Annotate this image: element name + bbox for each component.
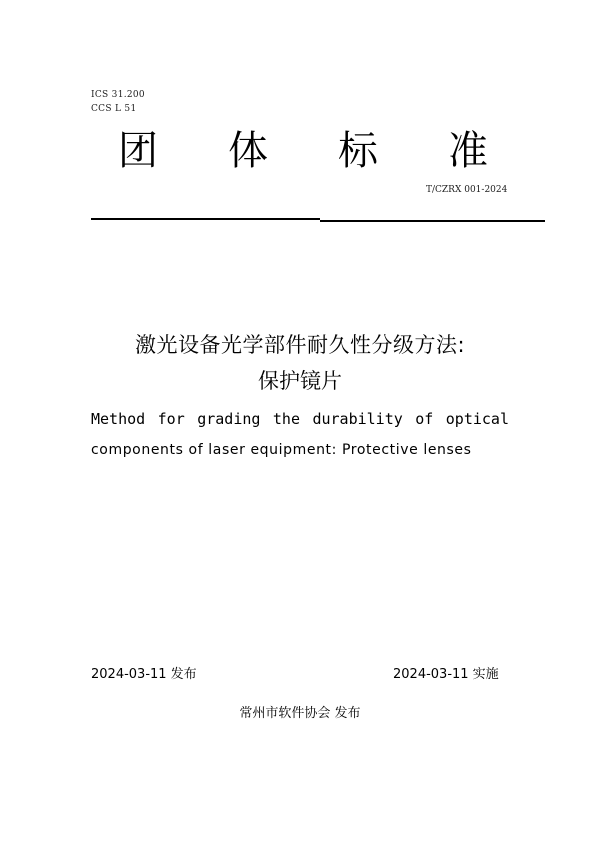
chinese-title-line-1: 激光设备光学部件耐久性分级方法: [134, 333, 466, 357]
header-rule-right [320, 220, 545, 222]
ics-code: ICS 31.200 [91, 90, 145, 100]
ccs-code: CCS L 51 [91, 104, 137, 114]
standard-number: T/CZRX 001-2024 [426, 185, 508, 195]
english-title-line-1: Method for grading the durability of optical [91, 410, 509, 428]
header-rule-left [91, 218, 320, 220]
english-title-line-2: components of laser equipment: Protective lenses [91, 442, 472, 458]
standard-type-char: 标 [338, 128, 378, 174]
implementation-date: 2024-03-11 实施 [393, 667, 499, 682]
standard-type-title [118, 126, 488, 176]
standard-type-char: 体 [228, 128, 268, 174]
publisher: 常州市软件协会 发布 [239, 706, 361, 721]
chinese-title-line-2: 保护镜片 [258, 369, 342, 393]
standard-type-char: 准 [448, 128, 488, 174]
issue-date: 2024-03-11 发布 [91, 667, 197, 682]
standard-type-char: 团 [118, 128, 158, 174]
